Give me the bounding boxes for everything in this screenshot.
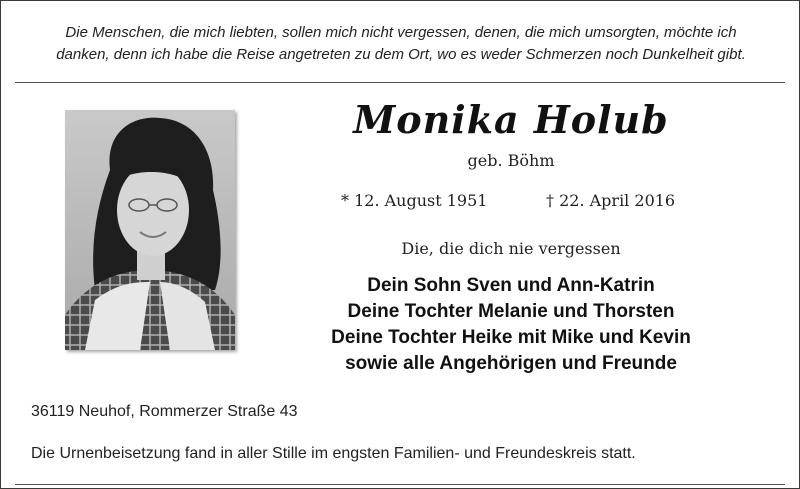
mourner-line: Deine Tochter Melanie und Thorsten [347,301,675,322]
mourner-line: Dein Sohn Sven und Ann-Katrin [367,275,655,296]
quote-line: Die Menschen, die mich liebten, sollen mich nicht vergessen, denen, die mich umsorgten, möchte ich [65,24,737,41]
burial-notice: Die Urnenbeisetzung fand in aller Stille im engsten Familien- und Freundeskreis statt. [31,445,636,462]
quote-line: danken, denn ich habe die Reise angetreten zu dem Ort, wo es weder Schmerzen noch Dunkelheit gibt. [56,46,746,63]
mourners-list [291,273,731,377]
maiden-name: geb. Böhm [467,151,555,170]
portrait-photo [65,110,235,350]
mourner-line: sowie alle Angehörigen und Freunde [345,353,677,374]
birth-date: * 12. August 1951 [341,191,488,210]
memorial-quote [21,22,781,66]
deceased-name: Monika Holub [353,97,669,142]
mourner-line: Deine Tochter Heike mit Mike und Kevin [331,327,691,348]
death-date: † 22. April 2016 [546,191,676,210]
family-address: 36119 Neuhof, Rommerzer Straße 43 [31,403,298,420]
divider-top [15,82,785,83]
mourners-intro: Die, die dich nie vergessen [401,239,621,258]
divider-bottom [15,484,785,485]
